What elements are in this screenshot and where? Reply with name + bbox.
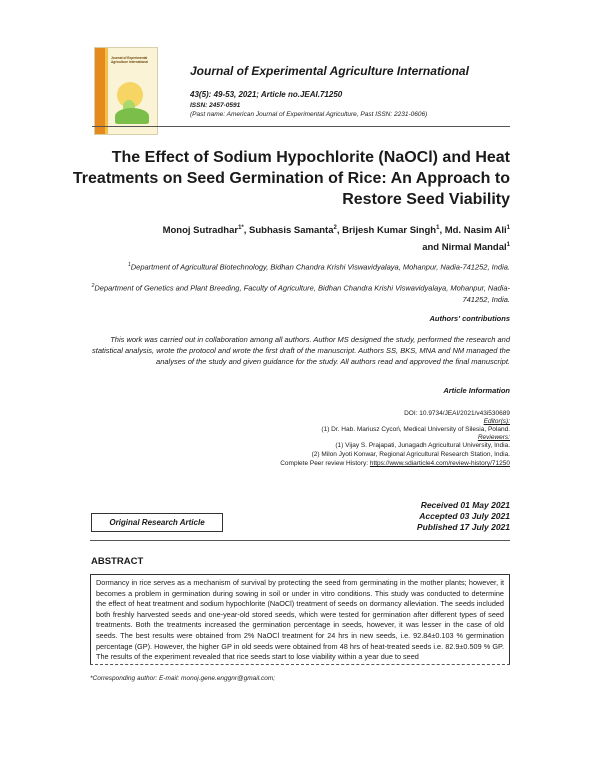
accepted-date: Accepted 03 July 2021 bbox=[419, 511, 510, 521]
article-type-badge: Original Research Article bbox=[91, 513, 223, 532]
author-name: Nirmal Mandal bbox=[441, 242, 507, 254]
editors-label-text: Editor(s): bbox=[483, 418, 510, 425]
cover-leaf-graphic bbox=[115, 108, 149, 124]
author-list: Monoj Sutradhar$^{1*}$, Subhasis Samanta$^2$, Brijesh Kumar Singh$^1$, Md. Nasim Ali$^1$ and Nirmal Mandal$^1$ bbox=[162, 225, 510, 254]
affiliation-1 bbox=[90, 260, 510, 273]
abstract-text: Dormancy in rice serves as a mechanism of survival by protecting the seed from germinating in the mother plants; however, it becomes a problem in germination during sowing in soil or under in vitro conditions. This study was conducted to determine the effect of heat treatment and sodium hypochlorite (NaOCl) treatment of seeds on dormancy alleviation. The seeds included both freshly harvested seeds and one-year-old stored seeds, which were tested for germination after different types of seed treatments. Both the treatments increased the germination percentage in seeds, however, it was lesser in the case of old seeds. The best results were obtained from 2% NaOCl treatment for 24 hrs in new seeds, i.e. 92.84±0.103 % germination percentage (GP). However, the higher GP in old seeds were obtained from 48 hrs of heat-treated seeds i.e. 82.9±0.509 % GP. The results of the experiment revealed that rice seeds start to lose viability within a year due to seed bbox=[96, 578, 504, 662]
peer-review-history-link[interactable]: https://www.sdiarticle4.com/review-history/71250 bbox=[369, 460, 510, 467]
affiliation-mark: 2 bbox=[91, 283, 95, 289]
doi[interactable]: DOI: 10.9734/JEAI/2021/v43i530689 bbox=[404, 410, 510, 417]
author-name: Monoj Sutradhar bbox=[162, 225, 239, 237]
issue-line: 43(5): 49-53, 2021; Article no.JEAI.71250 bbox=[190, 90, 343, 99]
header-divider bbox=[92, 126, 510, 127]
former-name: (Past name: American Journal of Experimental Agriculture, Past ISSN: 2231-0606) bbox=[190, 111, 428, 118]
issn: ISSN: 2457-0591 bbox=[190, 102, 241, 109]
corresponding-author-footnote: *Corresponding author: E-mail: monoj.gene.enggnr@gmail.com; bbox=[90, 675, 276, 682]
contributions-text: This work was carried out in collaboration among all authors. Author MS designed the study, performed the research and statistical analysis, wrote the protocol and wrote the first draft of the manuscript. Authors SS, BKS, MNA and NM managed the analyses of the study and given guidance for the study. All authors read and approved the final manuscript. bbox=[92, 335, 510, 366]
author-name: Subhasis Samanta bbox=[249, 225, 334, 237]
author-affiliation-mark: 1 bbox=[506, 242, 510, 249]
peer-review-history-label: Complete Peer review History: bbox=[280, 460, 370, 467]
peer-review-history bbox=[280, 459, 510, 468]
author-affiliation-mark: 1* bbox=[238, 225, 244, 231]
author-affiliation-mark: 1 bbox=[436, 225, 440, 231]
affiliation-2 bbox=[90, 281, 510, 305]
contributions-heading: Authors' contributions bbox=[429, 314, 510, 323]
cover-band-accent bbox=[105, 48, 108, 134]
author-name: Md. Nasim Ali bbox=[444, 225, 507, 237]
cover-title: Journal of Experimental Agriculture International bbox=[111, 56, 149, 64]
author-affiliation-mark: 2 bbox=[333, 225, 337, 231]
reviewer-1: (1) Vijay S. Prajapati, Junagadh Agricultural University, India. bbox=[335, 442, 510, 449]
paper-title: The Effect of Sodium Hypochlorite (NaOCl) and Heat Treatments on Seed Germination of Rice: An Approach to Restore Seed Viability bbox=[72, 149, 510, 208]
abstract-heading: ABSTRACT bbox=[91, 556, 144, 567]
section-divider bbox=[90, 540, 510, 541]
journal-name: Journal of Experimental Agriculture International bbox=[190, 64, 469, 78]
reviewer-2: (2) Milon Jyoti Konwar, Regional Agricultural Research Station, India. bbox=[311, 451, 510, 458]
affiliation-text: Department of Agricultural Biotechnology, Bidhan Chandra Krishi Viswavidyalaya, Mohanpur, Nadia-741252, India. bbox=[130, 262, 510, 272]
published-date: Published 17 July 2021 bbox=[416, 522, 510, 532]
cover-band bbox=[95, 48, 105, 134]
author-affiliation-mark: 1 bbox=[506, 225, 510, 231]
footnote-divider bbox=[90, 664, 510, 666]
author-name: Brijesh Kumar Singh bbox=[342, 225, 437, 237]
reviewers-label-text: Reviewers: bbox=[477, 434, 510, 441]
affiliation-mark: 1 bbox=[127, 262, 131, 268]
journal-cover-thumbnail bbox=[94, 47, 158, 135]
abstract-box bbox=[90, 574, 510, 665]
editor-1: (1) Dr. Hab. Mariusz Cycoń, Medical University of Silesia, Poland. bbox=[321, 426, 510, 433]
affiliation-text: Department of Genetics and Plant Breeding, Faculty of Agriculture, Bidhan Chandra Krishi Viswavidyalaya, Mohanpur, Nadia-741252, India. bbox=[94, 283, 510, 304]
article-info-heading: Article Information bbox=[443, 386, 510, 395]
received-date: Received 01 May 2021 bbox=[420, 500, 510, 510]
